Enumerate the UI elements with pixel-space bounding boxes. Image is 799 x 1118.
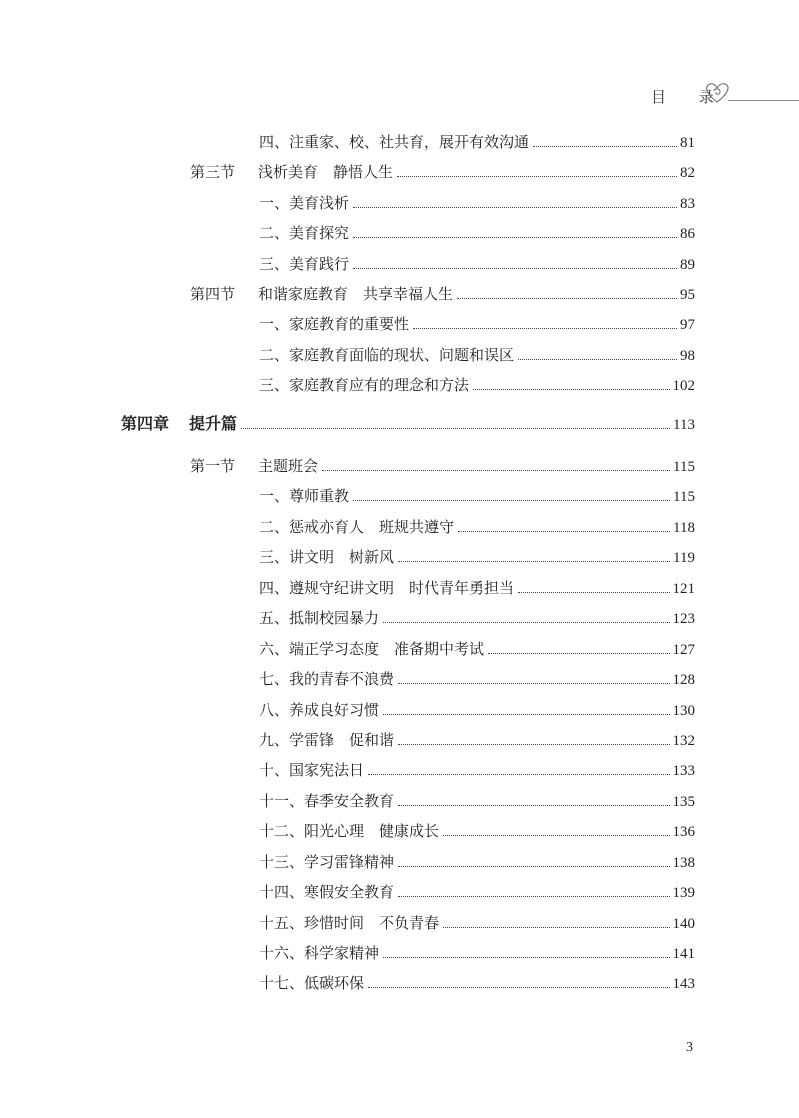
toc-entry-title: 八、养成良好习惯 bbox=[259, 701, 380, 719]
toc-section-entry[interactable] bbox=[190, 452, 695, 476]
toc-entry[interactable] bbox=[259, 635, 695, 659]
toc-leader-dots bbox=[353, 207, 677, 208]
toc-leader-dots bbox=[353, 237, 677, 238]
toc-entry[interactable] bbox=[259, 189, 695, 213]
toc-leader-dots bbox=[398, 866, 669, 867]
toc-entry-title: 十、国家宪法日 bbox=[259, 761, 365, 779]
toc-entry-title: 二、惩戒亦育人 班规共遵守 bbox=[259, 518, 455, 536]
toc-page-number: 133 bbox=[672, 763, 695, 779]
toc-entry[interactable] bbox=[259, 250, 695, 274]
toc-entry-title: 三、家庭教育应有的理念和方法 bbox=[259, 376, 470, 394]
header-title: 目 录 bbox=[651, 88, 728, 106]
toc-leader-dots bbox=[413, 328, 677, 329]
toc-entry[interactable] bbox=[259, 726, 695, 750]
toc-page-number: 98 bbox=[680, 348, 695, 364]
toc-entry-title: 和谐家庭教育 共享幸福人生 bbox=[258, 285, 454, 303]
toc-leader-dots bbox=[518, 592, 669, 593]
toc-entry[interactable] bbox=[259, 756, 695, 780]
toc-leader-dots bbox=[398, 561, 670, 562]
toc-entry[interactable] bbox=[259, 513, 695, 537]
toc-entry-title: 九、学雷锋 促和谐 bbox=[259, 731, 395, 749]
toc-entry-title: 五、抵制校园暴力 bbox=[259, 609, 380, 627]
toc-entry-title: 主题班会 bbox=[258, 457, 319, 475]
toc-entry[interactable] bbox=[259, 482, 695, 506]
toc-leader-dots bbox=[398, 896, 669, 897]
toc-leader-dots bbox=[518, 359, 677, 360]
toc-leader-dots bbox=[457, 298, 677, 299]
toc-leader-dots bbox=[533, 146, 677, 147]
toc-entry[interactable] bbox=[259, 543, 695, 567]
toc-entry-title: 六、端正学习态度 准备期中考试 bbox=[259, 640, 485, 658]
toc-entry[interactable] bbox=[259, 787, 695, 811]
toc-page-number: 143 bbox=[672, 976, 695, 992]
toc-section-number: 第一节 bbox=[190, 457, 236, 475]
toc-entry[interactable] bbox=[259, 909, 695, 933]
toc-entry[interactable] bbox=[259, 848, 695, 872]
toc-entry[interactable] bbox=[259, 371, 695, 395]
toc-page-number: 83 bbox=[680, 196, 695, 212]
header-rule bbox=[728, 100, 799, 101]
toc-page-number: 86 bbox=[680, 226, 695, 242]
toc-entry-title: 一、家庭教育的重要性 bbox=[259, 315, 410, 333]
page-number: 3 bbox=[686, 1040, 693, 1055]
toc-page-number: 130 bbox=[672, 703, 695, 719]
toc-page-number: 115 bbox=[673, 489, 695, 505]
toc-page-number: 97 bbox=[680, 317, 695, 333]
toc-page-number: 81 bbox=[680, 135, 695, 151]
toc-page-number: 127 bbox=[672, 642, 695, 658]
toc-entry-title: 浅析美育 静悟人生 bbox=[258, 163, 394, 181]
toc-page-number: 138 bbox=[672, 855, 695, 871]
toc-page-number: 136 bbox=[672, 824, 695, 840]
toc-entry[interactable] bbox=[259, 604, 695, 628]
toc-page-number: 140 bbox=[672, 916, 695, 932]
toc-entry-title: 十六、科学家精神 bbox=[259, 944, 380, 962]
toc-leader-dots bbox=[443, 927, 669, 928]
toc-page-number: 113 bbox=[673, 417, 695, 433]
toc-leader-dots bbox=[353, 500, 670, 501]
toc-entry-title: 十一、春季安全教育 bbox=[259, 792, 395, 810]
toc-entry-title: 三、讲文明 树新风 bbox=[259, 548, 395, 566]
toc-page-number: 115 bbox=[673, 459, 695, 475]
toc-page-number: 135 bbox=[672, 794, 695, 810]
toc-entry-title: 十二、阳光心理 健康成长 bbox=[259, 822, 440, 840]
toc-page-number: 119 bbox=[673, 550, 695, 566]
toc-entry-title: 三、美育践行 bbox=[259, 255, 350, 273]
toc-page-number: 95 bbox=[680, 287, 695, 303]
toc-section-number: 第四节 bbox=[190, 285, 236, 303]
heart-ornament-icon bbox=[700, 80, 734, 106]
toc-entry-title: 二、家庭教育面临的现状、问题和误区 bbox=[259, 346, 515, 364]
toc-page-number: 121 bbox=[672, 581, 695, 597]
toc-section-entry[interactable] bbox=[190, 158, 695, 182]
toc-entry[interactable] bbox=[259, 341, 695, 365]
toc-leader-dots bbox=[488, 653, 669, 654]
toc-chapter-entry[interactable] bbox=[121, 410, 695, 434]
toc-chapter-number: 第四章 bbox=[121, 414, 170, 433]
toc-leader-dots bbox=[398, 744, 669, 745]
toc-entry-title: 一、美育浅析 bbox=[259, 194, 350, 212]
toc-entry[interactable] bbox=[259, 128, 695, 152]
toc-leader-dots bbox=[473, 389, 669, 390]
toc-entry-title: 七、我的青春不浪费 bbox=[259, 670, 395, 688]
toc-page-number: 132 bbox=[672, 733, 695, 749]
toc-entry-title: 十七、低碳环保 bbox=[259, 974, 365, 992]
toc-entry-title: 十四、寒假安全教育 bbox=[259, 883, 395, 901]
toc-page-number: 123 bbox=[672, 611, 695, 627]
toc-leader-dots bbox=[322, 470, 670, 471]
toc-leader-dots bbox=[398, 683, 669, 684]
toc-page-number: 118 bbox=[673, 520, 695, 536]
toc-page-number: 139 bbox=[672, 885, 695, 901]
toc-leader-dots bbox=[397, 176, 677, 177]
running-header bbox=[0, 80, 799, 110]
toc-leader-dots bbox=[383, 957, 669, 958]
toc-leader-dots bbox=[368, 987, 669, 988]
toc-page-number: 89 bbox=[680, 257, 695, 273]
toc-entry[interactable] bbox=[259, 817, 695, 841]
toc-page-number: 141 bbox=[672, 946, 695, 962]
toc-section-number: 第三节 bbox=[190, 163, 236, 181]
toc-entry-title: 二、美育探究 bbox=[259, 224, 350, 242]
toc-section-entry[interactable] bbox=[190, 280, 695, 304]
toc-leader-dots bbox=[398, 805, 669, 806]
toc-entry-title: 提升篇 bbox=[189, 414, 238, 433]
toc-page-number: 82 bbox=[680, 165, 695, 181]
toc-leader-dots bbox=[383, 714, 669, 715]
toc-entry[interactable] bbox=[259, 878, 695, 902]
toc-entry-title: 四、遵规守纪讲文明 时代青年勇担当 bbox=[259, 579, 515, 597]
toc-page-number: 128 bbox=[672, 672, 695, 688]
toc-entry[interactable] bbox=[259, 939, 695, 963]
toc-entry-title: 十五、珍惜时间 不负青春 bbox=[259, 914, 440, 932]
toc-entry[interactable] bbox=[259, 969, 695, 993]
toc-leader-dots bbox=[458, 531, 670, 532]
toc-entry[interactable] bbox=[259, 310, 695, 334]
toc-entry-title: 四、注重家、校、社共育，展开有效沟通 bbox=[259, 133, 530, 151]
toc-entry[interactable] bbox=[259, 219, 695, 243]
toc-leader-dots bbox=[443, 835, 669, 836]
toc-entry-title: 十三、学习雷锋精神 bbox=[259, 853, 395, 871]
toc-entry[interactable] bbox=[259, 696, 695, 720]
toc-entry-title: 一、尊师重教 bbox=[259, 487, 350, 505]
toc-leader-dots bbox=[368, 774, 669, 775]
toc-leader-dots bbox=[383, 622, 669, 623]
toc-page-number: 102 bbox=[672, 378, 695, 394]
toc-leader-dots bbox=[353, 268, 677, 269]
toc-leader-dots bbox=[241, 428, 670, 429]
toc-entry[interactable] bbox=[259, 574, 695, 598]
toc-entry[interactable] bbox=[259, 665, 695, 689]
